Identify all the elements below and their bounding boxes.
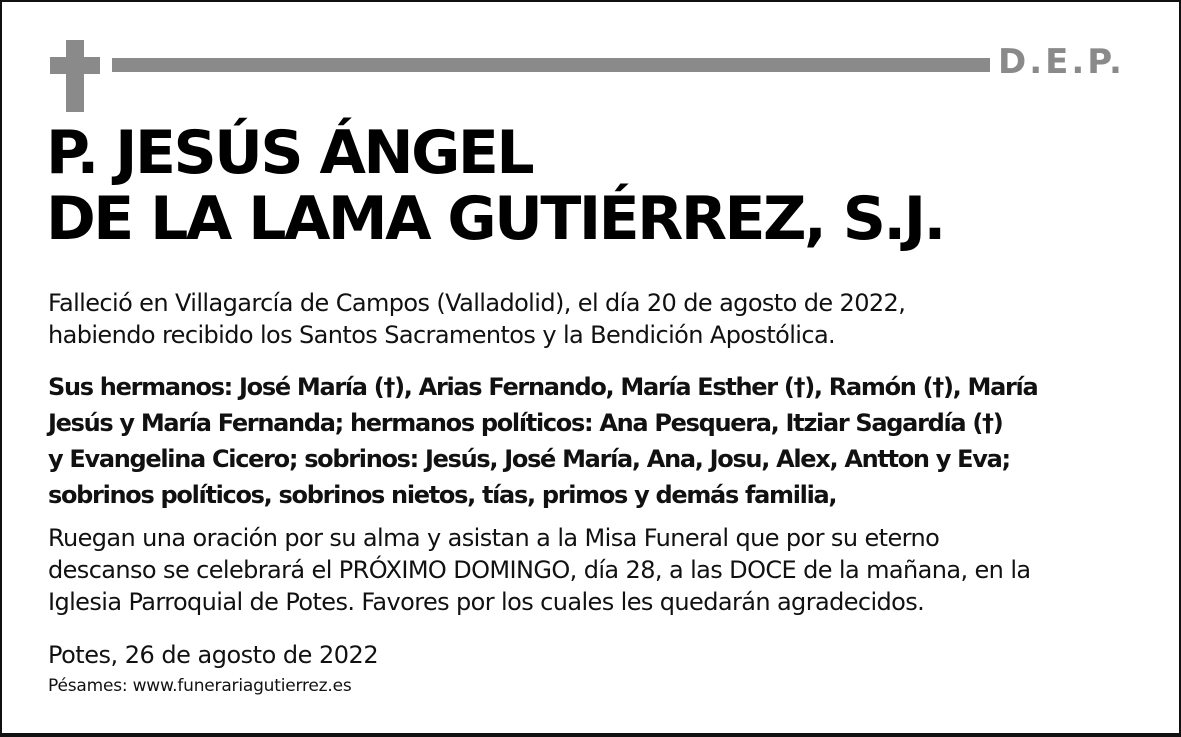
request-line-3: Iglesia Parroquial de Potes. Favores por los cuales les quedarán agradecidos.	[48, 588, 925, 616]
latin-cross-icon	[50, 40, 100, 112]
death-info-line-1: Falleció en Villagarcía de Campos (Valladolid), el día 20 de agosto de 2022,	[48, 289, 906, 317]
dep-label: D.E.P.	[998, 42, 1125, 82]
family-line-1: Sus hermanos: José María (†), Arias Fernando, María Esther (†), Ramón (†), María	[48, 373, 1038, 401]
death-info-paragraph	[48, 287, 1158, 351]
funeral-request-paragraph	[48, 522, 1158, 618]
place-and-date: Potes, 26 de agosto de 2022	[48, 641, 379, 669]
deceased-name	[46, 120, 944, 252]
death-info-line-2: habiendo recibido los Santos Sacramentos y la Bendición Apostólica.	[48, 321, 836, 349]
deceased-name-line-1: P. JESÚS ÁNGEL	[46, 118, 533, 188]
deceased-name-line-2: DE LA LAMA GUTIÉRREZ, S.J.	[46, 184, 944, 254]
family-line-2: Jesús y María Fernanda; hermanos políticos: Ana Pesquera, Itziar Sagardía (†)	[48, 409, 1003, 437]
request-line-2: descanso se celebrará el PRÓXIMO DOMINGO, día 28, a las DOCE de la mañana, en la	[48, 556, 1031, 584]
request-line-1: Ruegan una oración por su alma y asistan a la Misa Funeral que por su eterno	[48, 524, 940, 552]
family-line-3: y Evangelina Cicero; sobrinos: Jesús, José María, Ana, Josu, Alex, Antton y Eva;	[48, 445, 1010, 473]
header-rule	[112, 58, 990, 72]
condolences-website: Pésames: www.funerariagutierrez.es	[48, 676, 352, 696]
family-line-4: sobrinos políticos, sobrinos nietos, tías, primos y demás familia,	[48, 481, 837, 509]
family-paragraph	[48, 369, 1158, 513]
